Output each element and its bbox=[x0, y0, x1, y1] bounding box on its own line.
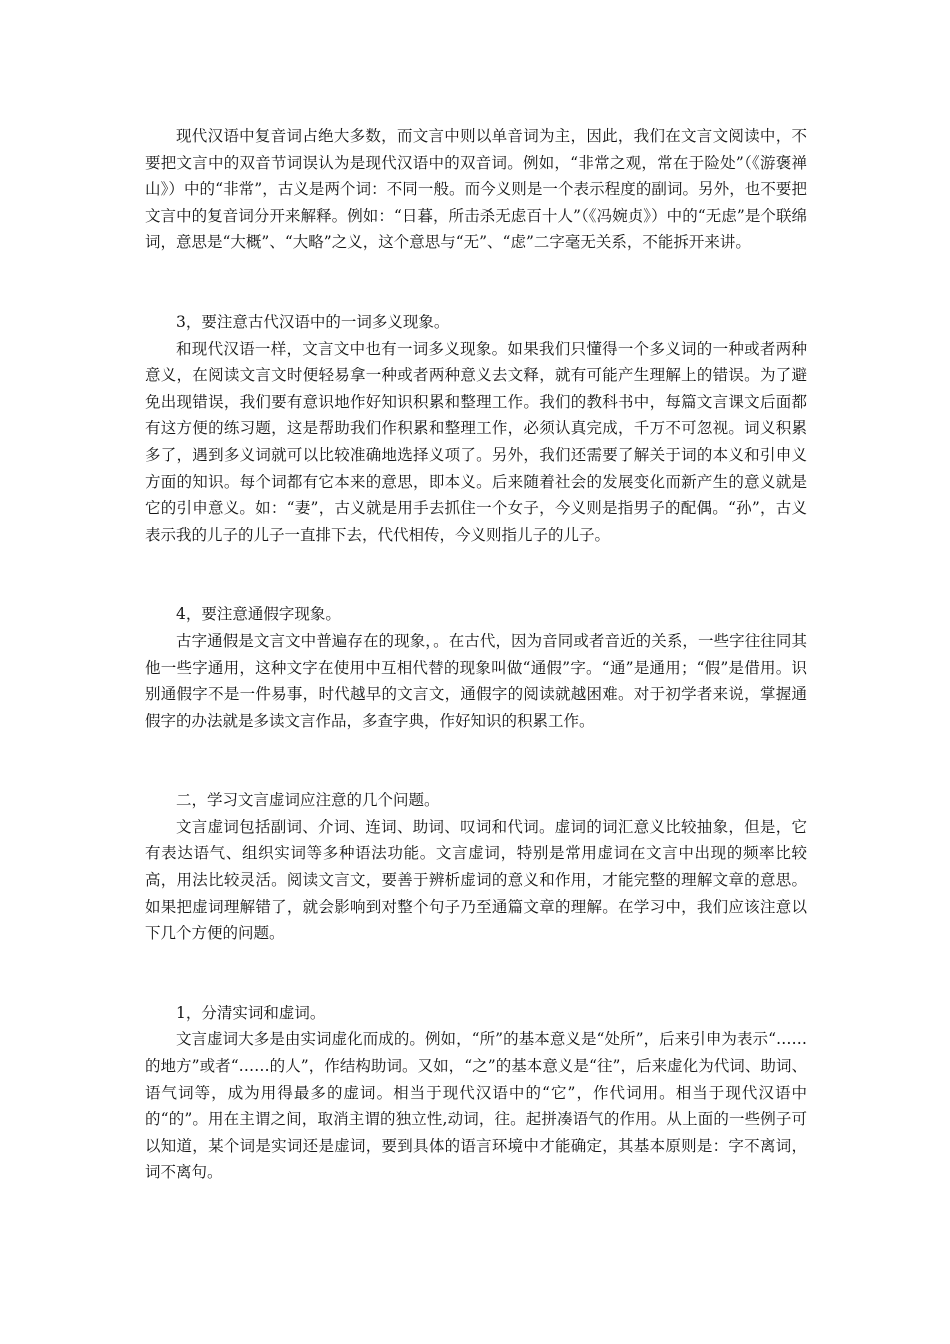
section-gap bbox=[145, 256, 807, 309]
paragraph-content-vs-function: 文言虚词大多是由实词虚化而成的。例如，“所”的基本意义是“处所”，后来引申为表示“……的地方”或者“……的人”，作结构助词。又如，“之”的基本意义是“往”，后来虚化为代词、助词、语气词等，成为用得最多的虚词。相当于现代汉语中的“它”，作代词用。相当于现代汉语中的“的”。用在主谓之间，取消主谓的独立性,动词，往。起拼凑语气的作用。从上面的一些例子可以知道，某个词是实词还是虚词，要到具体的语言环境中才能确定，其基本原则是：字不离词，词不离句。 bbox=[145, 1030, 807, 1182]
section-gap bbox=[145, 734, 807, 787]
paragraph-loan-characters: 古字通假是文言文中普遍存在的现象，。在古代，因为音同或者音近的关系，一些字往往同其他一些字通用，这种文字在使用中互相代替的现象叫做“通假”字。“通”是通用；“假”是借用。识别通假字不是一件易事，时代越早的文言文，通假字的阅读就越困难。对于初学者来说，掌握通假字的办法就是多读文言作品，多查字典，作好知识的积累工作。 bbox=[145, 631, 807, 730]
heading-function-words: 二，学习文言虚词应注意的几个问题。 bbox=[176, 791, 440, 810]
paragraph-compound-words: 现代汉语中复音词占绝大多数，而文言中则以单音词为主，因此，我们在文言文阅读中，不要把文言中的双音节词误认为是现代汉语中的双音词。例如，“非常之观，常在于险处”（《游褒禅山》）中的“非常”，古义是两个词：不同一般。而今义则是一个表示程度的副词。另外，也不要把文言中的复音词分开来解释。例如：“日暮，所击杀无虑百十人”（《冯婉贞》）中的“无虑”是个联绵词，意思是“大概”、“大略”之义，这个意思与“无”、“虑”二字毫无关系，不能拆开来讲。 bbox=[145, 127, 807, 252]
heading-polysemy: 3，要注意古代汉语中的一词多义现象。 bbox=[176, 312, 450, 331]
heading-loan-characters: 4，要注意通假字现象。 bbox=[176, 605, 341, 624]
paragraph-function-words: 文言虚词包括副词、介词、连词、助词、叹词和代词。虚词的词汇意义比较抽象，但是，它有表达语气、组织实词等多种语法功能。文言虚词，特别是常用虚词在文言中出现的频率比较高，用法比较灵活。阅读文言文，要善于辨析虚词的意义和作用，才能完整的理解文章的意思。如果把虚词理解错了，就会影响到对整个句子乃至通篇文章的理解。在学习中，我们应该注意以下几个方便的问题。 bbox=[145, 817, 807, 943]
paragraph-polysemy: 和现代汉语一样，文言文中也有一词多义现象。如果我们只懂得一个多义词的一种或者两种意义，在阅读文言文时便轻易拿一种或者两种意义去文释，就有可能产生理解上的错误。为了避免出现错误，我们要有意识地作好知识积累和整理工作。我们的教科书中，每篇文言课文后面都有这方便的练习题，这是帮助我们作积累和整理工作，必须认真完成，千万不可忽视。词义积累多了，遇到多义词就可以比较准确地选择义项了。另外，我们还需要了解关于词的本义和引申义方面的知识。每个词都有它本来的意思，即本义。后来随着社会的发展变化而新产生的意义就是它的引申意义。如：“妻”，古义就是用手去抓住一个女子，今义则是指男子的配偶。“孙”，古义表示我的儿子的儿子一直排下去，代代相传，今义则指儿子的儿子。 bbox=[145, 339, 807, 544]
document-body bbox=[145, 123, 807, 1186]
section-gap bbox=[145, 947, 807, 1000]
heading-content-vs-function: 1，分清实词和虚词。 bbox=[176, 1003, 326, 1022]
section-gap bbox=[145, 548, 807, 601]
